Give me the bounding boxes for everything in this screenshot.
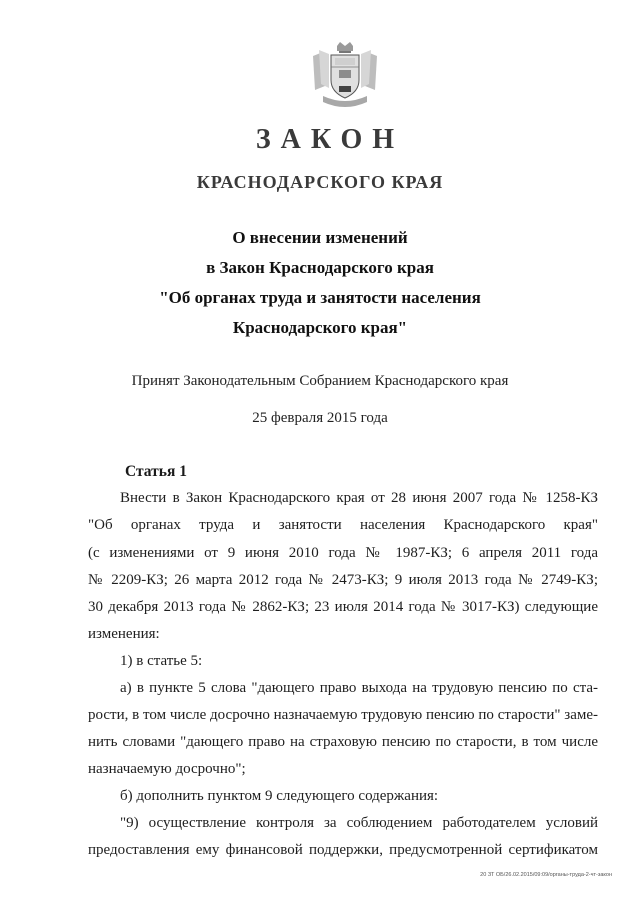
paragraph-line: назначаемую досрочно"; [88,761,246,777]
paragraph-line: (с изменениями от 9 июня 2010 года № 1987-КЗ; 6 апреля 2011 года [88,545,598,561]
subject-line: в Закон Краснодарского края [206,258,434,277]
paragraph-line: изменения: [88,626,160,642]
subject-line: "Об органах труда и занятости населения [159,288,481,307]
paragraph-line: предоставления ему финансовой поддержки, предусмотренной сертификатом [88,842,598,858]
subject-line: Краснодарского края" [232,318,408,337]
paragraph-line: рости, в том числе досрочно назначаемую трудовую пенсию по старости" заме- [88,707,598,723]
subject-line: О внесении изменений [232,228,408,247]
adoption-statement: Принят Законодательным Собранием Краснодарского края [131,373,509,389]
law-title: ЗАКОН [255,124,405,155]
paragraph-line: "Об органах труда и занятости населения Краснодарского края" [88,517,598,533]
footer-file-path: 20 ЗТ ОБ/26.02.2015/09:09/органы-труда-2-чт-закон [480,872,612,878]
article-heading: Статья 1 [125,463,187,480]
paragraph-line: нить словами "дающего право на страховую пенсию по старости, в том числе [88,734,598,750]
adoption-date: 25 февраля 2015 года [252,410,388,426]
region-title: КРАСНОДАРСКОГО КРАЯ [196,172,444,192]
paragraph-line: б) дополнить пунктом 9 следующего содержания: [120,788,439,804]
krasnodar-coat-of-arms-icon [309,42,381,112]
paragraph-line: 1) в статье 5: [120,653,203,669]
paragraph-line: 30 декабря 2013 года № 2862-КЗ; 23 июля 2014 года № 3017-КЗ) следующие [88,599,598,615]
paragraph-line: "9) осуществление контроля за соблюдением работодателем условий [120,815,598,831]
paragraph-line: Внести в Закон Краснодарского края от 28 июня 2007 года № 1258-КЗ [120,490,598,506]
paragraph-line: № 2209-КЗ; 26 марта 2012 года № 2473-КЗ; 9 июля 2013 года № 2749-КЗ; [88,572,598,588]
paragraph-line: а) в пункте 5 слова "дающего право выхода на трудовую пенсию по ста- [120,680,598,696]
